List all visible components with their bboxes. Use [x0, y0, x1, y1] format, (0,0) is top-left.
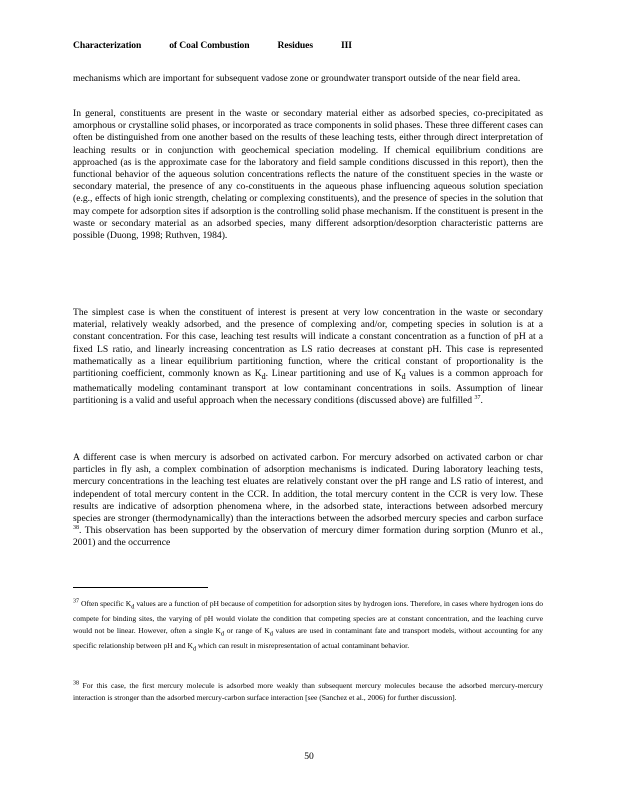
header-word: III: [340, 40, 352, 51]
header-word: of Coal Combustion: [169, 40, 250, 51]
text-run: .: [480, 395, 483, 407]
text-run: which can result in misrepresentation of actual contaminant behavior.: [196, 640, 410, 650]
subscript: d: [131, 603, 135, 611]
footnote: [73, 680, 543, 703]
paragraph: [73, 307, 543, 408]
text-run: For this case, the first mercury molecule is adsorbed more weakly than subsequent mercury molecules because the adsorbed mercury-mercury interaction is stronger than the adsorbed mercury-carbon surface interaction [see (Sanchez et al., 2006) for further discussion].: [73, 681, 543, 702]
footnote: [73, 598, 543, 655]
subscript: d: [269, 630, 273, 638]
footnote-reference[interactable]: 37: [474, 395, 481, 402]
text-run: values is a common approach for mathematically modeling contaminant transport at low contaminant concentrations in soils. Assumption of linear partitioning is a valid and useful approach when the necessary conditions (discussed above) are fulfilled: [73, 368, 543, 407]
text-run: The simplest case is when the constituent of interest is present at very low concentration in the waste or secondary material, relatively weakly adsorbed, and the presence of complexing and/or, competing species in solution is at a constant concentration. For this case, leaching test results will indicate a constant concentration as a function of pH at a fixed LS ratio, and linearly increasing concentration as LS ratio decreases at constant pH. This case is represented mathematically as a linear equilibrium partitioning function, where the critical constant of proportionality is the partitioning coefficient, commonly known as K: [73, 307, 543, 380]
text-run: . This observation has been supported by the observation of mercury dimer formation during sorption (Munro et al., 2001) and the occurrence: [73, 525, 543, 549]
footnote-separator: [73, 587, 208, 588]
text-run: . Linear partitioning and use of K: [265, 368, 402, 380]
paragraph: In general, constituents are present in the waste or secondary material either as adsorbed species, co-precipitated as amorphous or crystalline solid phases, or incorporated as trace components in solid phases. These three different cases can often be distinguished from one another based on the results of these leaching tests, either through direct interpretation of leaching results or in conjunction with geochemical speciation modeling. If chemical equilibrium conditions are approached (as is the approximate case for the laboratory and field sample conditions discussed in this report), then the functional behavior of the aqueous solution concentrations reflects the nature of the constituent species in the waste or secondary material, the presence of any co-constituents in the aqueous phase influencing aqueous solution speciation (e.g., effects of high ionic strength, chelating or complexing constituents), and the presence of species in the solution that may compete for adsorption sites if adsorption is the controlling solid phase mechanism. If the constituent is present in the waste or secondary material as an adsorbed species, many different adsorption/desorption characteristic patterns are possible (Duong, 1998; Ruthven, 1984).: [73, 108, 543, 242]
text-run: values are a function of pH because of competition for adsorption sites by hydrogen ions. Therefore, in cases where hydrogen ions do compete for binding sites, the varying of pH would violate the condition that competing species are at constant concentration, and the leaching curve would not be linear. However, often a single K: [73, 599, 543, 635]
header-word: Characterization: [73, 40, 142, 51]
footnote-number: 37: [73, 598, 79, 605]
running-header: [73, 40, 380, 51]
subscript: d: [401, 371, 406, 381]
text-run: Often specific K: [79, 599, 132, 608]
subscript: d: [261, 371, 266, 381]
subscript: d: [192, 645, 197, 653]
text-run: or range of K: [224, 625, 270, 635]
footnote-number: 38: [73, 680, 79, 687]
text-run: values are used in contaminant fate and transport models, without accounting for any specific relationship between pH and K: [73, 625, 543, 650]
paragraph: mechanisms which are important for subsequent vadose zone or groundwater transport outside of the near field area.: [73, 73, 521, 84]
text-run: A different case is when mercury is adsorbed on activated carbon. For mercury adsorbed on activated carbon or char particles in fly ash, a complex combination of adsorption mechanisms is indicated. During laboratory leaching tests, mercury concentrations in the leaching test eluates are relatively constant over the pH range and LS ratio of interest, and independent of total mercury content in the CCR. In addition, the total mercury content in the CCR is very low. These results are indicative of adsorption phenomena where, in the adsorbed state, interactions between adsorbed mercury species are stronger (thermodynamically) than the interactions between the adsorbed mercury species and carbon surface: [73, 452, 543, 525]
page-number: 50: [304, 751, 314, 762]
footnote-reference[interactable]: 38: [73, 525, 79, 532]
paragraph: [73, 452, 543, 550]
subscript: d: [220, 630, 225, 638]
header-word: Residues: [277, 40, 313, 51]
